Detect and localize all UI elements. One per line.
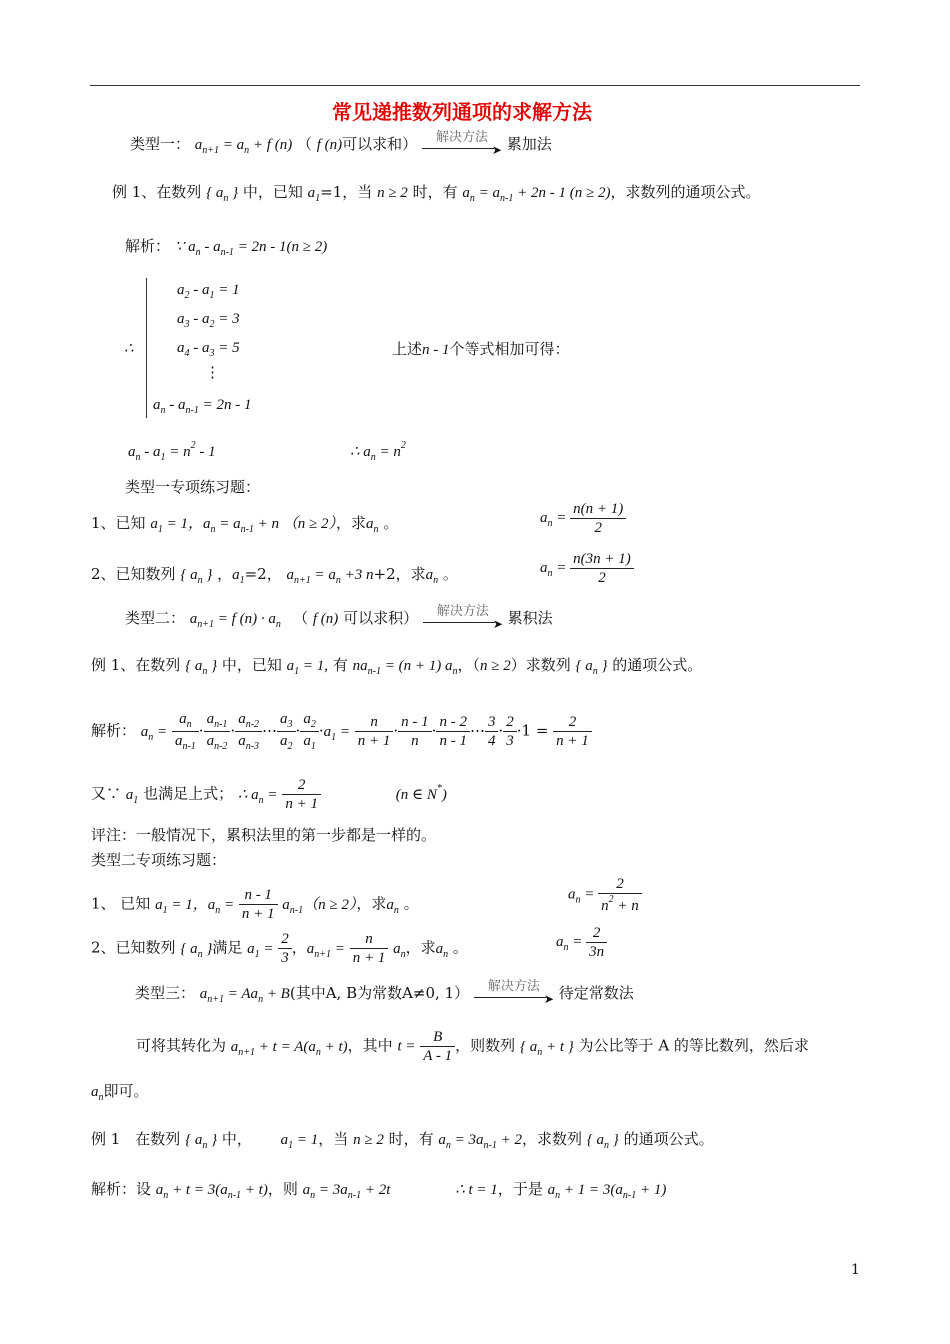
type1-practice-2: 2、已知数列 { $a_n$ } ，$a_1=2$， $a_{n+1} = a_n +3$ n+2，求$a_n$ 。 — [91, 565, 458, 586]
type1-fn: f (n) — [316, 137, 343, 153]
type3-transform-mid: ，其中 — [347, 1036, 393, 1055]
type3-so: 于是 — [512, 1180, 543, 1198]
type3-example-tail: ，求数列 — [522, 1130, 583, 1148]
type1-example-tail: ，求数列的通项公式。 — [610, 183, 761, 201]
type1-final: ∴ $a_n = n^2$ — [350, 440, 406, 463]
type3-example-end: 的通项公式。 — [623, 1130, 714, 1148]
type2-method: 累积法 — [507, 609, 553, 627]
type1-solution-lead: 解析： — [125, 237, 171, 255]
type3-then-text: 即可。 — [103, 1082, 149, 1100]
type2-example: 例 1、在数列 { $a_n$ } 中，已知 $a_1 = 1$, 有 $na_{n-1} = (n + 1)$ $a_n$，（n ≥ 2）求数列 { $a_n$ } 的通项公式。 — [91, 656, 703, 677]
type1-header: 类型一： $a_{n+1} = a_n + f$ (n) （ f (n)可以求和） 解决方法 ➤ 累加法 — [130, 130, 552, 157]
eq-line-1: $a_2 - a_1 = 1$ — [177, 282, 240, 301]
type2-note: 可以求积） — [343, 609, 419, 627]
type1-note: 可以求和） — [342, 135, 418, 153]
therefore-symbol: ∴ — [124, 341, 134, 357]
type2-header: 类型二： $a_{n+1} = f$ $(n) \cdot a_n$ （ f (n) 可以求积） 解决方法 ➤ 累积法 — [125, 604, 553, 631]
type2-arrow: 解决方法 ➤ — [423, 608, 503, 630]
sum-note: 上述n - 1个等式相加可得： — [392, 340, 570, 358]
type2-example-tail: 求数列 — [525, 656, 571, 674]
type2-practice-1: 1、 已知 $a_1 = 1$，$a_n$ = $\frac{n - 1}{n + 1}$ $a_{n-1}(n \ge 2)$，求$a_n$ 。 — [91, 887, 419, 922]
page-number: 1 — [851, 1262, 860, 1278]
type3-example-when: ，当 — [318, 1130, 349, 1148]
type3-then: $a_n$即可。 — [91, 1082, 149, 1103]
t2p1-lead: 1、 已知 — [91, 894, 151, 913]
type1-example-mid2: 时，有 — [412, 183, 458, 201]
eq-vdots: ⋮ — [205, 363, 220, 381]
type1-answer-1: $a_n$ = $\frac{n(n + 1)}{2}$ — [540, 500, 626, 537]
type3-transform-tail: ，则数列 — [455, 1036, 516, 1055]
type2-label: 类型二： — [125, 609, 186, 627]
type3-example-has: 时，有 — [388, 1130, 434, 1148]
type3-cond: (其中A, B为常数A≠0, 1） — [289, 984, 470, 1002]
type3-example-lead: 例 1 在数列 — [91, 1130, 181, 1148]
type1-label: 类型一： — [130, 135, 191, 153]
eq-line-n: $a_n - a_{n-1} = 2n - 1$ — [153, 397, 252, 416]
type1-arrow-label: 解决方法 — [435, 130, 488, 145]
type1-answer-2: $a_n$ = $\frac{n(3n + 1)}{2}$ — [540, 550, 634, 587]
type3-transform-lead: 可将其转化为 — [136, 1036, 227, 1055]
seq-an: { $a_n$ } — [206, 185, 239, 204]
type2-solution-lead: 解析： — [91, 721, 137, 740]
type2-example-lead: 例 1、在数列 — [91, 656, 181, 674]
sum-note-lead: 上述 — [392, 340, 423, 358]
type3-formula: $a_{n+1} = Aa_n + B$ — [199, 986, 290, 1005]
type1-example: 例 1、在数列 { $a_n$ } 中，已知 $a_1=1$，当 n ≥ 2 时，有 $a_n = a_{n-1} + 2n - 1$ (n ≥ 2)，求数列的通项公式。 — [112, 183, 761, 204]
type3-method: 待定常数法 — [558, 984, 634, 1002]
type2-example-has: 有 — [332, 656, 348, 674]
type1-method: 累加法 — [506, 135, 552, 153]
t2p2-lead: 2、已知数列 — [91, 938, 176, 957]
type3-header — [135, 979, 634, 1006]
sum-note-tail: 个等式相加可得： — [449, 340, 570, 358]
p2-tail: +2，求 — [373, 565, 426, 583]
type2-also-lead: 又∵ — [91, 784, 122, 803]
type2-practice-2: 2、已知数列 { $a_n$ }满足 $a_1$ = $\frac{2}{3}$ ，$a_{n+1}$ = $\frac{n}{n + 1}$ $a_n$，求$a_n$ 。 — [91, 931, 468, 966]
type3-arrow: 解决方法 ➤ — [474, 983, 554, 1005]
type1-example-lead: 例 1、在数列 — [112, 183, 202, 201]
type1-practice-title: 类型一专项练习题： — [125, 478, 261, 496]
type1-recurrence: $a_n = a_{n-1} + 2n - 1$ (n ≥ 2) — [462, 185, 611, 204]
type2-example-mid: 中，已知 — [221, 656, 282, 674]
type2-also-tail: 也满足上式； — [143, 784, 234, 803]
type1-arrow: 解决方法 ➤ — [422, 134, 502, 156]
type2-also: 又∵ $a_1$ 也满足上式； ∴ $a_n$ = $\frac{2}{n + 1}$ (n ∈ N*) — [91, 777, 447, 812]
type3-example: 例 1 在数列 { $a_n$ } 中， $a_1 = 1$，当 n ≥ 2 时，有 $a_n = 3a_{n-1} + 2$，求数列 { $a_n$ } 的通项公式。 — [91, 1130, 714, 1151]
type2-formula: $a_{n+1} = f$ $(n) \cdot a_n$ — [189, 611, 281, 630]
eq-line-3: $a_4 - a_3 = 5$ — [177, 340, 240, 359]
type3-solution: 解析：设 $a_n + t = 3(a_{n-1} + t)$，则 $a_n = 3a_{n-1} + 2t$ ∴ t = 1，于是 $a_n + 1 = 3(a_{n-1} + 1)$ — [91, 1180, 667, 1201]
t2p2-tail: ，求 — [405, 938, 436, 957]
p2-mid: =2， — [244, 565, 282, 583]
type2-arrow-label: 解决方法 — [436, 604, 489, 619]
type1-result: $a_n - a_1 = n^2 - 1$ — [128, 440, 216, 463]
type1-formula: $a_{n+1} = a_n + f$ (n) — [194, 137, 293, 156]
type1-practice-1: 1、已知 $a_1 = 1$，$a_n = a_{n-1} + n$ （n ≥ 2），求$a_n$ 。 — [91, 514, 399, 535]
type3-label: 类型三： — [135, 984, 196, 1002]
type1-solution: 解析： ∵ $a_n - a_{n-1} = 2n - 1(n \ge 2)$ — [125, 237, 328, 258]
type2-answer-2: $a_n$ = $\frac{2}{3n}$ — [556, 924, 607, 961]
type3-transform: 可将其转化为 $a_{n+1} + t = A(a_n + t)$，其中 t = $\frac{B}{A - 1}$ ，则数列 { $a_n + t$ } 为公比等于 A 的等比数列，然后求 — [136, 1029, 809, 1064]
type2-answer-1: $a_n$ = $\frac{2}{n^2 + n}$ — [568, 875, 642, 915]
type3-arrow-label: 解决方法 — [487, 979, 540, 994]
page-title: 常见递推数列通项的求解方法 — [332, 100, 592, 124]
t2p2-mid: 满足 — [212, 938, 243, 957]
type3-then2: ，则 — [267, 1180, 298, 1198]
t2p1-tail: ，求 — [356, 894, 387, 913]
header-rule — [90, 85, 860, 86]
type2-solution: 解析： $a_n$ = $\frac{a_n}{a_{n-1}}$ · $\frac{a_{n-1}}{a_{n-2}}$ · $\frac{a_{n-2}}{a_{n-3}}$ ⋯ $\frac{a_3}{a_2}$ · $\frac{a_2}{a_1}$ $\cdot a_1$ = $\frac{n}{n + 1}$ · $\frac{n - 1}{n}$ · $\frac{n - 2}{n - 1}$ ⋯ $\frac{3}{4}$ · $\frac{2}{3}$ ·1 = $\frac{2}{n + 1}$ — [91, 710, 592, 753]
type1-example-a1: =1，当 — [320, 183, 373, 201]
eq-line-2: $a_3 - a_2 = 3$ — [177, 311, 240, 330]
type2-example-end: 的通项公式。 — [612, 656, 703, 674]
type1-example-mid1: 中，已知 — [242, 183, 303, 201]
type2-comment: 评注：一般情况下，累积法里的第一步都是一样的。 — [91, 826, 437, 844]
p1-lead: 1、已知 — [91, 514, 146, 532]
type3-transform-end: 为公比等于 A 的等比数列，然后求 — [578, 1036, 809, 1055]
type3-solution-lead: 解析：设 — [91, 1180, 152, 1198]
type2-practice-title: 类型二专项练习题： — [91, 851, 227, 869]
p2-lead: 2、已知数列 — [91, 565, 176, 583]
p1-mid: ，求 — [336, 514, 367, 532]
type3-example-mid: 中， — [221, 1130, 252, 1148]
